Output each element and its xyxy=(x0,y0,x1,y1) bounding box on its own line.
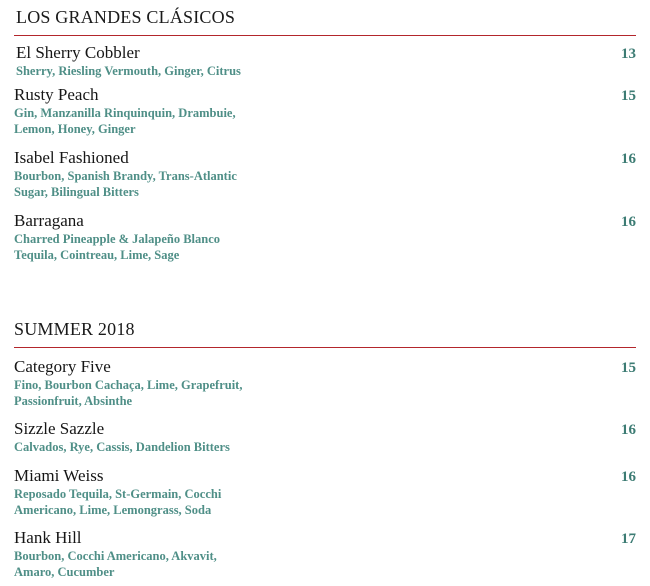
item-price: 15 xyxy=(621,88,636,104)
item-name: El Sherry Cobbler xyxy=(16,43,140,62)
item-name: Rusty Peach xyxy=(14,85,99,104)
menu-item xyxy=(16,44,636,79)
section-title: SUMMER 2018 xyxy=(14,319,135,339)
section-classics xyxy=(14,6,636,276)
item-description: Gin, Manzanilla Rinquinquin, Drambuie, Lemon, Honey, Ginger xyxy=(14,106,236,136)
menu-item xyxy=(14,358,636,409)
menu-item xyxy=(14,420,636,455)
menu-item xyxy=(14,529,636,580)
item-price: 16 xyxy=(621,422,636,438)
item-description: Bourbon, Cocchi Americano, Akvavit, Amaro, Cucumber xyxy=(14,549,217,579)
item-description: Calvados, Rye, Cassis, Dandelion Bitters xyxy=(14,440,230,454)
menu-item xyxy=(14,212,636,263)
section-title: LOS GRANDES CLÁSICOS xyxy=(16,7,236,27)
item-price: 15 xyxy=(621,360,636,376)
menu-item xyxy=(14,149,636,200)
item-price: 17 xyxy=(621,531,636,547)
item-description: Reposado Tequila, St-Germain, Cocchi Americano, Lime, Lemongrass, Soda xyxy=(14,487,222,517)
item-description: Bourbon, Spanish Brandy, Trans-Atlantic Sugar, Bilingual Bitters xyxy=(14,169,237,199)
item-name: Isabel Fashioned xyxy=(14,148,129,167)
item-price: 16 xyxy=(621,214,636,230)
item-price: 16 xyxy=(621,151,636,167)
item-name: Barragana xyxy=(14,211,84,230)
item-price: 16 xyxy=(621,469,636,485)
item-description: Fino, Bourbon Cachaça, Lime, Grapefruit, Passionfruit, Absinthe xyxy=(14,378,243,408)
item-price: 13 xyxy=(621,46,636,62)
item-description: Sherry, Riesling Vermouth, Ginger, Citrus xyxy=(16,64,241,78)
item-name: Category Five xyxy=(14,357,111,376)
item-name: Hank Hill xyxy=(14,528,82,547)
item-name: Miami Weiss xyxy=(14,466,104,485)
section-divider xyxy=(14,347,636,348)
item-name: Sizzle Sazzle xyxy=(14,419,105,438)
section-summer xyxy=(14,318,636,586)
item-description: Charred Pineapple & Jalapeño Blanco Tequila, Cointreau, Lime, Sage xyxy=(14,232,221,262)
section-divider xyxy=(14,35,636,36)
menu-item xyxy=(14,467,636,518)
menu-item xyxy=(14,86,636,137)
